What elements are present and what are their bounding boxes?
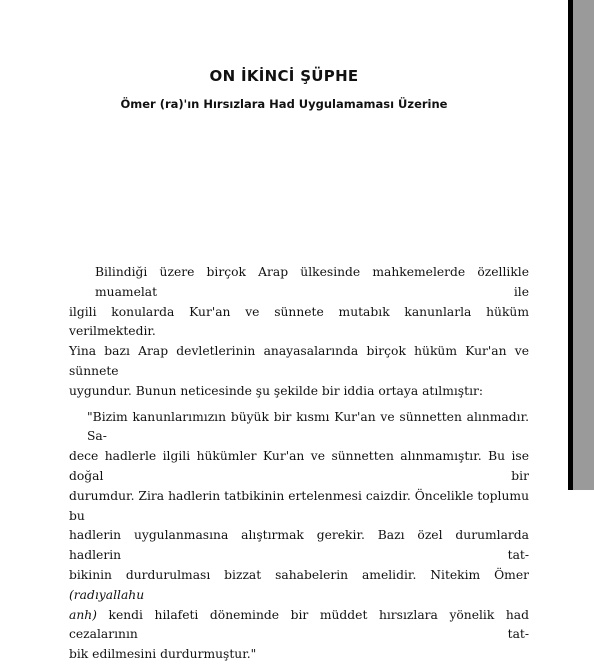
- page-title: ON İKİNCİ ŞÜPHE: [209, 67, 359, 85]
- paragraph-line: uygundur. Bunun neticesinde şu şekilde bir iddia ortaya atılmıştır:: [69, 383, 484, 398]
- paragraph-line: Bilindiği üzere birçok Arap ülkesinde mahkemelerde özellikle muamelat ile: [95, 265, 529, 299]
- paragraph-line: ilgili konularda Kur'an ve sünnete mutabık kanunlarla hüküm verilmektedir.: [69, 304, 529, 339]
- quote-text: bikinin durdurulması bizzat sahabelerin amelidir. Nitekim Ömer: [69, 567, 529, 582]
- quote-line: dece hadlerle ilgili hükümler Kur'an ve sünnetten alınmamıştır. Bu ise doğal bir: [69, 449, 529, 483]
- quote-line: durumdur. Zira hadlerin tatbikinin ertelenmesi caizdir. Öncelikle toplumu bu: [69, 488, 529, 523]
- quote-line: bik edilmesini durdurmuştur.": [69, 647, 257, 662]
- quote-line: hadlerin uygulanmasına alıştırmak gerekir. Bazı özel durumlarda hadlerin tat-: [69, 528, 529, 563]
- quote-line: [69, 566, 529, 606]
- quote-line: [69, 606, 529, 646]
- viewer-gutter: [573, 0, 594, 490]
- paragraph-line: Yina bazı Arap devletlerinin anayasalarında birçok hüküm Kur'an ve sünnete: [69, 344, 529, 378]
- page-subtitle: Ömer (ra)'ın Hırsızlara Had Uygulamaması Üzerine: [120, 97, 448, 111]
- honorific-italic: anh): [69, 607, 97, 622]
- document-body: [69, 263, 529, 665]
- quote-text: kendi hilafeti döneminde bir müddet hırsızlara yönelik had cezalarının tat-: [69, 607, 529, 642]
- quote-line: "Bizim kanunlarımızın büyük bir kısmı Kur'an ve sünnetten alınmadır. Sa-: [87, 409, 529, 444]
- honorific-italic: (radıyallahu: [69, 587, 145, 602]
